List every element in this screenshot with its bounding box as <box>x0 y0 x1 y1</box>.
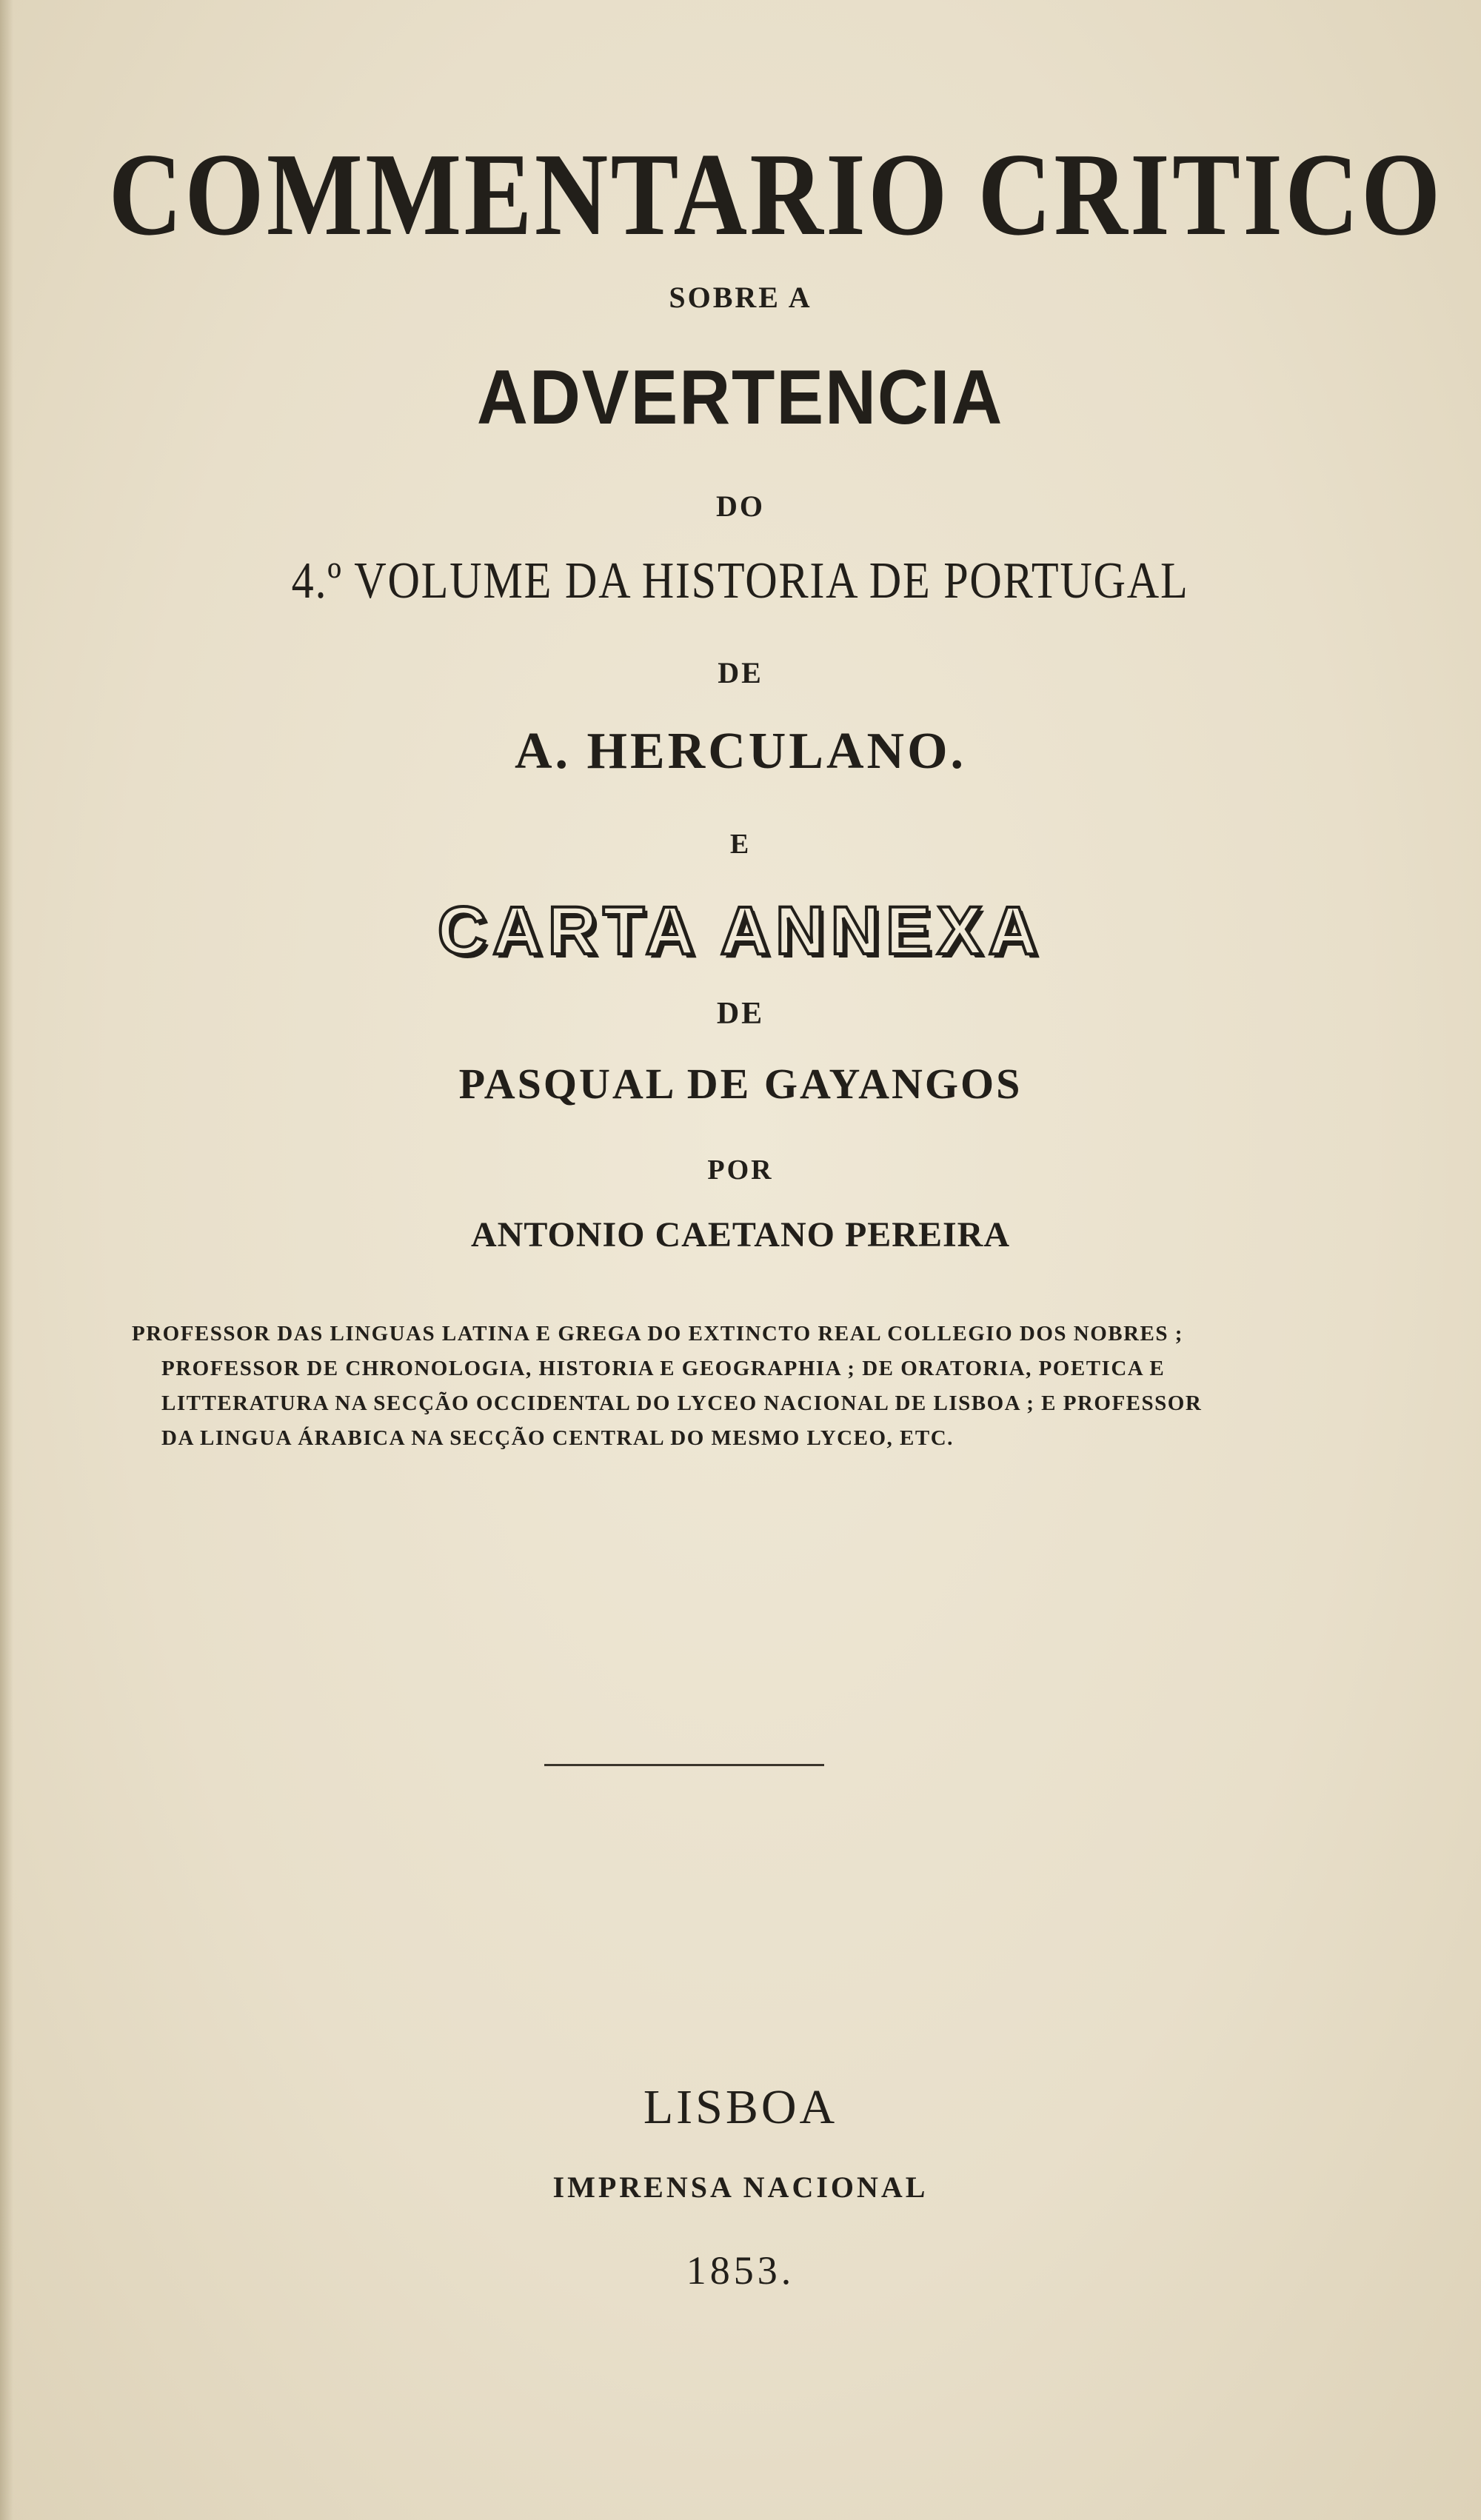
credentials-line: DA LINGUA ÁRABICA NA SECÇÃO CENTRAL DO MESMO LYCEO, ETC. <box>161 1426 954 1450</box>
divider-rule <box>544 1764 824 1766</box>
volume-line <box>0 552 1481 611</box>
author-name: ANTONIO CAETANO PEREIRA <box>471 1215 1010 1254</box>
carta-annexa-line <box>0 892 1481 970</box>
gayangos-name: PASQUAL DE GAYANGOS <box>458 1060 1023 1108</box>
sobre-a-text: SOBRE A <box>669 281 812 314</box>
credentials-line: LITTERATURA NA SECÇÃO OCCIDENTAL DO LYCEO NACIONAL DE LISBOA ; E PROFESSOR <box>161 1391 1203 1415</box>
herculano-name: A. HERCULANO. <box>514 723 967 780</box>
credentials-line: PROFESSOR DE CHRONOLOGIA, HISTORIA E GEOGRAPHIA ; DE ORATORIA, POETICA E <box>161 1357 1166 1380</box>
de-text-1: DE <box>718 656 763 689</box>
title-line <box>0 126 1481 263</box>
carta-annexa-heading: CARTA ANNEXA <box>437 893 1044 969</box>
author-credentials <box>132 1317 1250 1456</box>
city-line <box>0 2079 1481 2136</box>
publisher-name: IMPRENSA NACIONAL <box>552 2170 929 2204</box>
publisher-line <box>0 2170 1481 2205</box>
e-text: E <box>729 829 752 860</box>
de-text-2: DE <box>716 997 765 1031</box>
year-line <box>0 2247 1481 2293</box>
sobre-a-line <box>0 280 1481 315</box>
gayangos-line <box>0 1059 1481 1109</box>
advertencia-heading: ADVERTENCIA <box>477 355 1004 441</box>
advertencia-line <box>0 354 1481 442</box>
e-line <box>0 828 1481 860</box>
volume-text: 4.º VOLUME DA HISTORIA DE PORTUGAL <box>292 552 1189 609</box>
de-line-2 <box>0 996 1481 1032</box>
por-text: POR <box>707 1154 774 1186</box>
author-line <box>0 1214 1481 1255</box>
city-name: LISBOA <box>643 2080 838 2134</box>
de-line-1 <box>0 655 1481 690</box>
publication-year: 1853. <box>686 2248 795 2293</box>
main-title: COMMENTARIO CRITICO <box>108 128 1443 260</box>
por-line <box>0 1154 1481 1186</box>
do-line <box>0 489 1481 524</box>
herculano-line <box>0 722 1481 781</box>
do-text: DO <box>716 489 765 523</box>
credentials-line: PROFESSOR DAS LINGUAS LATINA E GREGA DO EXTINCTO REAL COLLEGIO DOS NOBRES ; <box>132 1322 1183 1346</box>
